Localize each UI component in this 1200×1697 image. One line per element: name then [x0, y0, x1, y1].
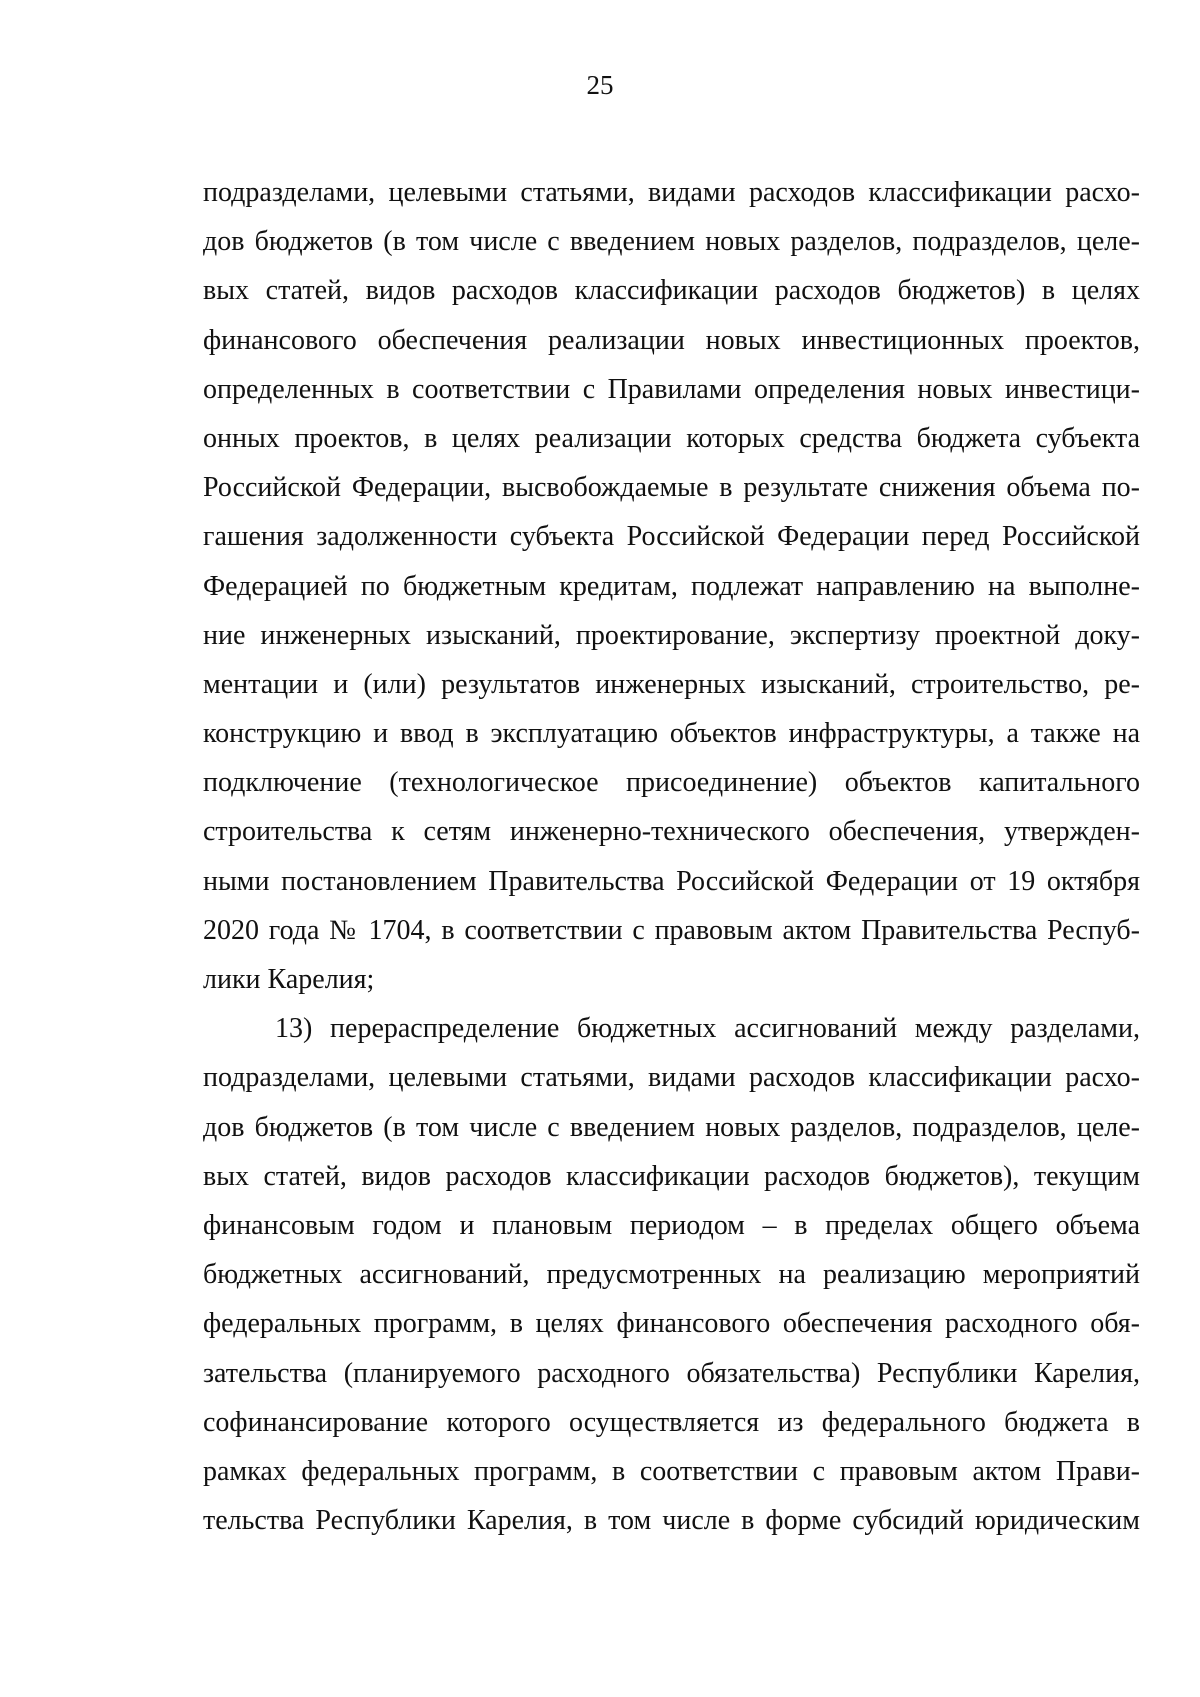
text-line: гашения задолженности субъекта Российской Федерации перед Российской: [203, 521, 1140, 553]
text-line: ментации и (или) результатов инженерных изысканий, строительство, ре-: [203, 668, 1140, 700]
text-line: подключение (технологическое присоединение) объектов капитального: [203, 767, 1140, 799]
text-line: финансового обеспечения реализации новых инвестиционных проектов,: [203, 324, 1140, 356]
text-line: 2020 года № 1704, в соответствии с правовым актом Правительства Респуб-: [203, 914, 1140, 946]
text-line: определенных в соответствии с Правилами определения новых инвестици-: [203, 373, 1140, 405]
text-line: федеральных программ, в целях финансового обеспечения расходного обя-: [203, 1308, 1140, 1340]
text-line: софинансирование которого осуществляется из федерального бюджета в: [203, 1406, 1140, 1438]
text-line: ными постановлением Правительства Российской Федерации от 19 октября: [203, 865, 1140, 897]
page-number: 25: [586, 70, 614, 100]
text-line: конструкцию и ввод в эксплуатацию объектов инфраструктуры, а также на: [203, 718, 1140, 750]
text-line: зательства (планируемого расходного обязательства) Республики Карелия,: [203, 1357, 1140, 1389]
text-line: ние инженерных изысканий, проектирование, экспертизу проектной доку-: [203, 619, 1140, 651]
text-line: рамках федеральных программ, в соответствии с правовым актом Прави-: [203, 1455, 1140, 1487]
text-line: Федерацией по бюджетным кредитам, подлежат направлению на выполне-: [203, 570, 1140, 602]
text-line: вых статей, видов расходов классификации расходов бюджетов) в целях: [203, 275, 1140, 307]
text-line: дов бюджетов (в том числе с введением новых разделов, подразделов, целе-: [203, 1111, 1140, 1143]
text-line: Российской Федерации, высвобождаемые в результате снижения объема по-: [203, 472, 1140, 504]
text-line: лики Карелия;: [203, 964, 375, 995]
text-line: подразделами, целевыми статьями, видами расходов классификации расхо-: [203, 1062, 1140, 1094]
text-line: дов бюджетов (в том числе с введением новых разделов, подразделов, целе-: [203, 226, 1140, 258]
text-line: бюджетных ассигнований, предусмотренных на реализацию мероприятий: [203, 1259, 1140, 1291]
text-line: тельства Республики Карелия, в том числе в форме субсидий юридическим: [203, 1505, 1140, 1537]
text-line-paragraph-start: 13) перераспределение бюджетных ассигнований между разделами,: [275, 1013, 1140, 1045]
text-line: вых статей, видов расходов классификации расходов бюджетов), текущим: [203, 1160, 1140, 1192]
text-line: онных проектов, в целях реализации которых средства бюджета субъекта: [203, 422, 1140, 454]
document-body: [203, 168, 1140, 1545]
text-line: подразделами, целевыми статьями, видами расходов классификации расхо-: [203, 177, 1140, 208]
text-line: финансовым годом и плановым периодом – в пределах общего объема: [203, 1209, 1140, 1241]
text-line: строительства к сетям инженерно-технического обеспечения, утвержден-: [203, 816, 1140, 848]
